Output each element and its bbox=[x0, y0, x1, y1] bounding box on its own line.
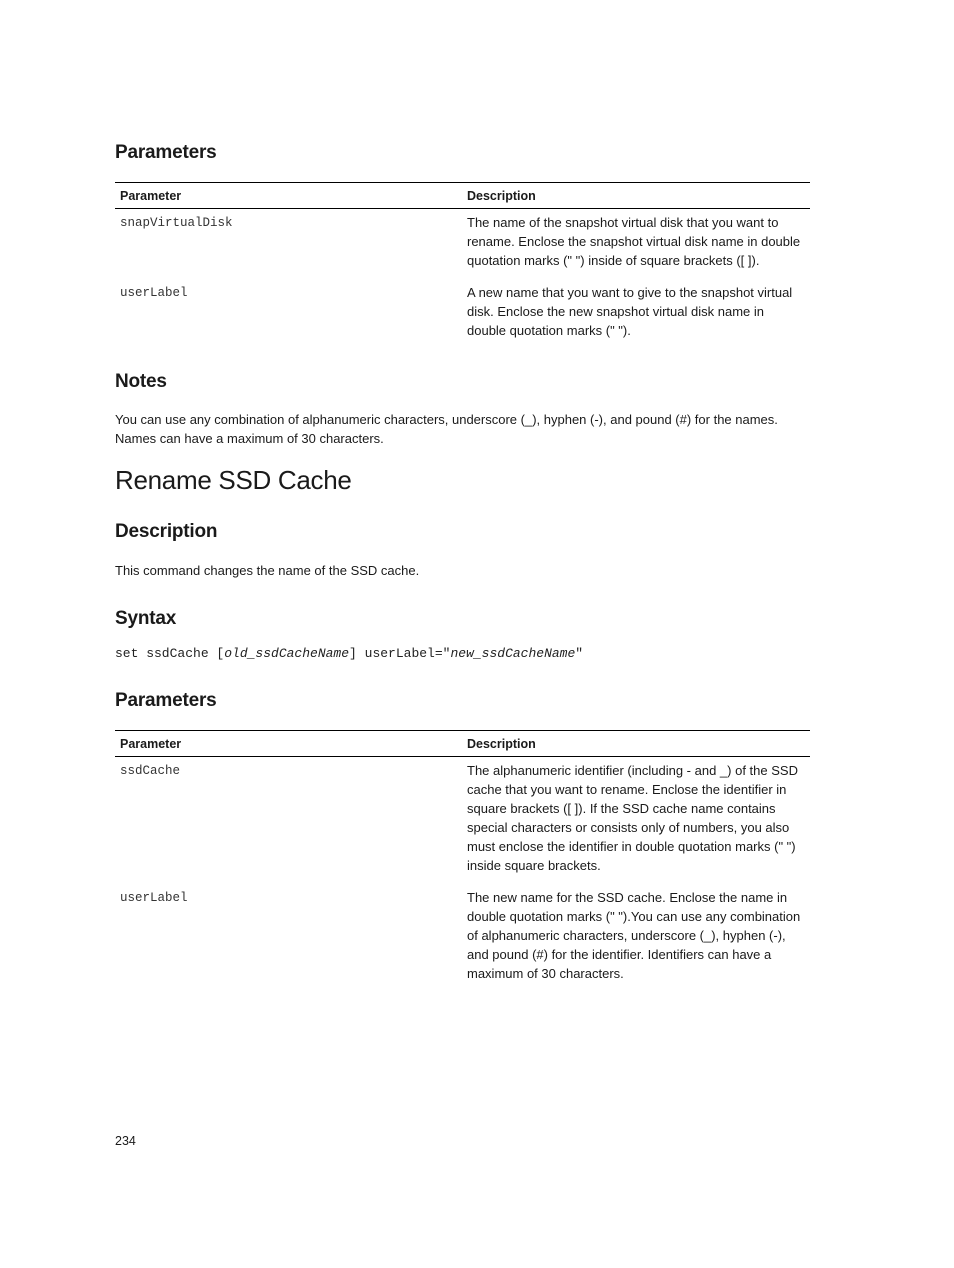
column-header-description: Description bbox=[467, 736, 536, 751]
column-header-parameter: Parameter bbox=[120, 188, 182, 203]
table-header-row bbox=[115, 183, 810, 209]
table-row bbox=[115, 757, 810, 885]
column-header-description: Description bbox=[467, 188, 536, 203]
syntax-variable: new_ssdCacheName bbox=[450, 646, 576, 661]
syntax-part: " bbox=[575, 646, 584, 661]
table-header-row bbox=[115, 731, 810, 757]
parameters-table bbox=[115, 730, 810, 992]
syntax-code bbox=[115, 646, 583, 661]
description-heading: Description bbox=[115, 521, 218, 542]
parameter-description: The name of the snapshot virtual disk that you want to rename. Enclose the snapshot virtual disk name in double quotation marks (" ") inside of square brackets ([ ]). bbox=[467, 215, 801, 268]
notes-heading: Notes bbox=[115, 371, 167, 392]
parameters-heading: Parameters bbox=[115, 690, 217, 711]
syntax-part: set ssdCache [ bbox=[115, 646, 225, 661]
syntax-part: ] userLabel=" bbox=[349, 646, 451, 661]
column-header-parameter: Parameter bbox=[120, 736, 182, 751]
table-row bbox=[115, 279, 810, 349]
syntax-variable: old_ssdCacheName bbox=[224, 646, 350, 661]
section-title: Rename SSD Cache bbox=[115, 465, 352, 495]
syntax-heading: Syntax bbox=[115, 608, 177, 629]
notes-text: You can use any combination of alphanumeric characters, underscore (_), hyphen (-), and pound (#) for the names. Names can have a maximum of 30 characters. bbox=[115, 412, 778, 446]
parameter-name: ssdCache bbox=[120, 764, 181, 778]
page-number: 234 bbox=[115, 1134, 136, 1148]
table-row bbox=[115, 884, 810, 992]
description-text: This command changes the name of the SSD cache. bbox=[115, 563, 420, 578]
parameter-name: snapVirtualDisk bbox=[120, 216, 233, 230]
parameter-description: The alphanumeric identifier (including - and _) of the SSD cache that you want to rename. Enclose the identifier in square brackets ([ ]). If the SSD cache name contains special characters or consists only of numbers, you also must enclose the identifier in double quotation marks (" ") inside square brackets. bbox=[467, 763, 798, 873]
parameter-description: The new name for the SSD cache. Enclose the name in double quotation marks (" ").You can use any combination of alphanumeric characters, underscore (_), hyphen (-), and pound (#) for the identifier. Identifiers can have a maximum of 30 characters. bbox=[467, 890, 801, 981]
parameters-heading: Parameters bbox=[115, 142, 217, 163]
parameter-name: userLabel bbox=[120, 286, 188, 300]
parameter-name: userLabel bbox=[120, 891, 188, 905]
parameters-table bbox=[115, 182, 810, 349]
parameter-description: A new name that you want to give to the snapshot virtual disk. Enclose the new snapshot virtual disk name in double quotation marks (" "). bbox=[467, 285, 793, 338]
table-row bbox=[115, 209, 810, 280]
